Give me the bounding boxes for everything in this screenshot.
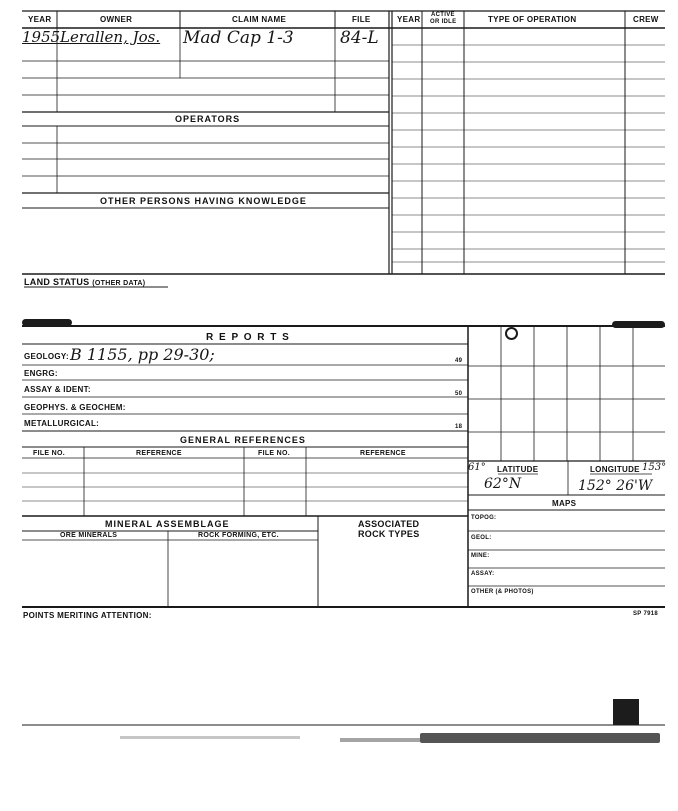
col-active-header: ACTIVE xyxy=(431,12,455,18)
general-references-heading: GENERAL REFERENCES xyxy=(180,435,306,445)
entry-year: 1955 xyxy=(22,28,61,46)
rock-types-header: ROCK TYPES xyxy=(358,529,420,539)
col-owner-header: OWNER xyxy=(100,15,133,24)
longitude-prefix: 153° xyxy=(642,462,667,473)
engrg-label: ENGRG: xyxy=(24,369,58,378)
land-status-label xyxy=(24,277,145,287)
reports-heading: R E P O R T S xyxy=(206,332,291,343)
entry-file: 84-L xyxy=(340,28,379,48)
ref-file-no-header-2: FILE NO. xyxy=(258,450,290,457)
metallurgical-label: METALLURGICAL: xyxy=(24,419,100,428)
land-status-sub: (OTHER DATA) xyxy=(92,280,146,287)
mineral-assemblage-heading: MINERAL ASSEMBLAGE xyxy=(105,519,230,529)
assay-ident-label: ASSAY & IDENT: xyxy=(24,385,91,394)
scan-noise-band xyxy=(420,733,660,743)
longitude-value: 152° 26'W xyxy=(578,478,653,494)
page-number-49: 49 xyxy=(455,358,463,364)
binder-mark-right xyxy=(612,321,665,328)
page-number-50: 50 xyxy=(455,391,463,397)
col-year-header: YEAR xyxy=(28,15,52,24)
operators-heading: OPERATORS xyxy=(175,114,241,124)
binder-mark-left xyxy=(22,319,72,326)
maps-assay-label: ASSAY: xyxy=(471,571,495,577)
ore-minerals-header: ORE MINERALS xyxy=(60,532,118,539)
ref-reference-header-1: REFERENCE xyxy=(136,450,182,457)
entry-claim-name: Mad Cap 1-3 xyxy=(183,28,294,48)
scan-noise-band-2 xyxy=(340,738,420,742)
ref-reference-header-2: REFERENCE xyxy=(360,450,406,457)
scan-black-square xyxy=(613,699,639,725)
col-or-idle-header: OR IDLE xyxy=(430,19,457,25)
page-number-18: 18 xyxy=(455,424,463,430)
other-persons-heading: OTHER PERSONS HAVING KNOWLEDGE xyxy=(100,196,307,206)
maps-mine-label: MINE: xyxy=(471,553,490,559)
maps-geol-label: GEOL: xyxy=(471,535,492,541)
punch-circle xyxy=(505,327,518,340)
land-status-title: LAND STATUS xyxy=(24,277,90,287)
maps-heading: MAPS xyxy=(552,499,577,508)
col-type-operation-header: TYPE OF OPERATION xyxy=(488,15,577,24)
maps-topog-label: TOPOG: xyxy=(471,515,497,521)
geology-label: GEOLOGY: xyxy=(24,352,69,361)
geophys-label: GEOPHYS. & GEOCHEM: xyxy=(24,403,126,412)
col-year2-header: YEAR xyxy=(397,15,421,24)
col-file-header: FILE xyxy=(352,15,371,24)
latitude-prefix: 61° xyxy=(468,462,486,473)
rock-forming-header: ROCK FORMING, ETC. xyxy=(198,532,279,539)
longitude-label: LONGITUDE xyxy=(590,465,640,474)
col-claim-name-header: CLAIM NAME xyxy=(232,15,287,24)
scan-noise-band-3 xyxy=(120,736,300,739)
points-meriting-attention-label: POINTS MERITING ATTENTION: xyxy=(23,611,152,620)
associated-header: ASSOCIATED xyxy=(358,519,420,529)
geology-value: B 1155, pp 29-30; xyxy=(70,345,215,364)
entry-owner: Lerallen, Jos. xyxy=(60,28,161,46)
maps-other-label: OTHER (& PHOTOS) xyxy=(471,589,534,595)
form-number: SP 7918 xyxy=(633,611,659,617)
ref-file-no-header-1: FILE NO. xyxy=(33,450,65,457)
col-crew-header: CREW xyxy=(633,15,659,24)
latitude-value: 62°N xyxy=(484,476,522,492)
latitude-label: LATITUDE xyxy=(497,465,539,474)
